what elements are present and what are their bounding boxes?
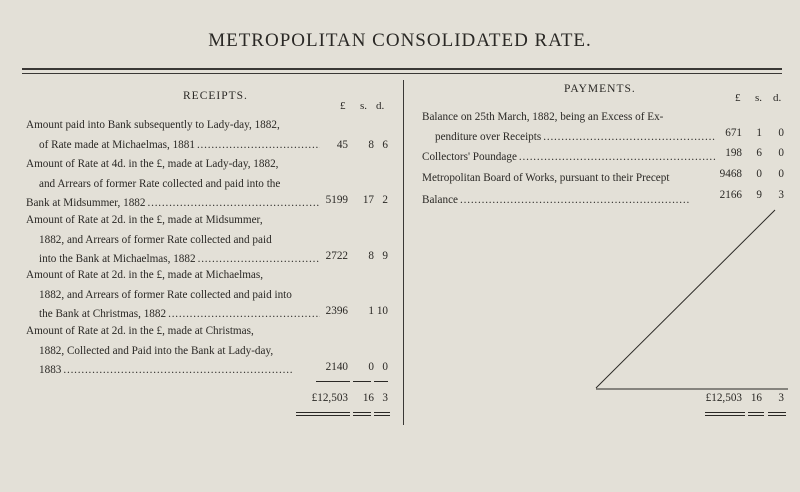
entry-line: Amount paid into Bank subsequently to Lady-day, 1882, (26, 119, 280, 131)
receipt-4-pence: 10 (376, 305, 388, 317)
payments-heading: PAYMENTS. (564, 83, 636, 95)
entry-line: Amount of Rate at 2d. in the £, made at Christmas, (26, 325, 254, 337)
receipt-1-pence: 6 (382, 139, 388, 151)
payments-pounds-header: £ (735, 92, 741, 104)
entry-line: 1882, and Arrears of former Rate collected and paid (39, 233, 272, 246)
receipt-5-pence: 0 (382, 361, 388, 373)
payments-pence-header: d. (773, 92, 782, 104)
payment-2-shillings: 6 (756, 147, 762, 159)
entry-line: and Arrears of former Rate collected and paid into the (39, 177, 281, 190)
entry-line: Amount of Rate at 4d. in the £, made at Lady-day, 1882, (26, 158, 279, 170)
entry-line: Amount of Rate at 2d. in the £, made at Midsummer, (26, 214, 263, 226)
receipt-1-shillings: 8 (368, 139, 374, 151)
payments-total-double-rule (748, 412, 764, 416)
entry-line: Metropolitan Board of Works, pursuant to their Precept (422, 172, 670, 184)
payment-1-pounds: 671 (725, 127, 742, 139)
payment-2-pence: 0 (778, 147, 784, 159)
receipt-3-pounds: 2722 (325, 250, 348, 262)
receipts-pounds-header: £ (340, 100, 346, 112)
entry-line-text: Collectors' Poundage (422, 151, 517, 163)
payment-4-shillings: 9 (756, 189, 762, 201)
payments-total-double-rule (705, 412, 745, 416)
receipt-1-pounds: 45 (336, 139, 348, 151)
payment-2-pounds: 198 (725, 147, 742, 159)
entry-line-text: 1883 (39, 364, 62, 376)
payment-1-pence: 0 (778, 127, 784, 139)
payment-1-shillings: 1 (756, 127, 762, 139)
entry-line-text: Bank at Midsummer, 1882 (26, 197, 146, 209)
payment-3-pence: 0 (778, 168, 784, 180)
payment-3-shillings: 0 (756, 168, 762, 180)
receipts-total-pounds: £12,503 (311, 392, 348, 404)
payments-total-pounds: £12,503 (705, 392, 742, 404)
page-title: METROPOLITAN CONSOLIDATED RATE. (208, 30, 592, 51)
entry-line: Balance on 25th March, 1882, being an Excess of Ex- (422, 111, 664, 123)
receipts-total-shillings: 16 (362, 392, 374, 404)
receipt-3-shillings: 8 (368, 250, 374, 262)
receipt-2-shillings: 17 (362, 194, 374, 206)
receipt-2-pence: 2 (382, 194, 388, 206)
payments-total-pence: 3 (778, 392, 784, 404)
receipt-5-shillings: 0 (368, 361, 374, 373)
receipts-heading: RECEIPTS. (183, 90, 248, 102)
receipts-total-pence: 3 (382, 392, 388, 404)
receipt-3-pence: 9 (382, 250, 388, 262)
payment-4-pence: 3 (778, 189, 784, 201)
receipt-4-shillings: 1 (368, 305, 374, 317)
entry-line-text: penditure over Receipts (435, 130, 542, 143)
payments-total-double-rule (768, 412, 786, 416)
receipts-shillings-header: s. (360, 100, 368, 112)
entry-line-text: Balance (422, 194, 459, 206)
entry-line: 1882, and Arrears of former Rate collected and paid into (39, 288, 292, 301)
payments-shillings-header: s. (755, 92, 763, 104)
receipt-4-pounds: 2396 (325, 305, 348, 317)
payment-3-pounds: 9468 (719, 168, 742, 180)
entry-line: 1882, Collected and Paid into the Bank at Lady-day, (39, 344, 274, 357)
payment-4-pounds: 2166 (719, 189, 742, 201)
entry-line-text: the Bank at Christmas, 1882 (39, 308, 167, 320)
entry-line-text: into the Bank at Michaelmas, 1882 (39, 253, 196, 265)
receipt-2-pounds: 5199 (325, 194, 348, 206)
payments-total-shillings: 16 (750, 392, 762, 404)
entry-line: Amount of Rate at 2d. in the £, made at Michaelmas, (26, 269, 264, 281)
entry-line-text: of Rate made at Michaelmas, 1881 (39, 138, 195, 151)
receipt-5-pounds: 2140 (325, 361, 348, 373)
receipts-pence-header: d. (376, 100, 385, 112)
